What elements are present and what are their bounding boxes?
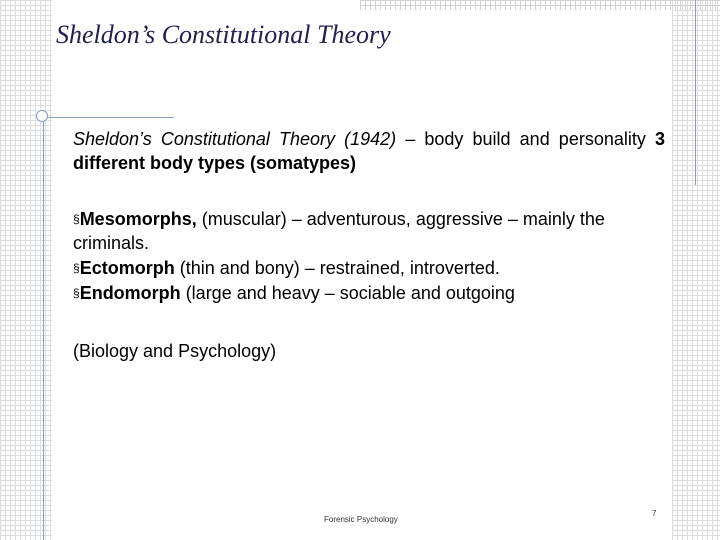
grid-pattern-right [672,0,720,540]
intro-paragraph [73,127,665,175]
bullet-desc: (large and heavy – sociable and outgoing [180,283,515,303]
bullet-desc: (thin and bony) – restrained, introverted. [174,258,500,278]
intro-lead-text: – body build and personality [396,129,655,149]
bullet-term: Endomorph [79,283,181,303]
bullet-mesomorph [73,207,665,255]
accent-circle [36,110,48,122]
bullet-term: Ectomorph [79,258,175,278]
bullet-desc: (muscular) – adventurous, aggressive – mainly the criminals. [73,209,605,253]
footer-text: Forensic Psychology [324,515,398,524]
intro-lead-italic: Sheldon’s Constitutional Theory (1942) [73,129,397,149]
grid-pattern-left [0,0,52,540]
accent-right-line [695,0,696,185]
bullet-marker: § [73,261,80,275]
bullet-endomorph [73,281,665,305]
bullet-term: Mesomorphs, [79,209,197,229]
slide-body [73,127,665,363]
note-text: (Biology and Psychology) [73,341,277,361]
page-number: 7 [652,509,657,518]
accent-vertical-line [43,110,44,540]
slide-title: Sheldon’s Constitutional Theory [56,20,391,49]
bullet-marker: § [73,212,80,226]
bullet-marker: § [73,286,80,300]
intro-lead-bold: 3 different body types (somatypes) [73,129,665,173]
accent-horizontal-line [36,117,174,118]
bullet-ectomorph [73,256,665,280]
bullet-list [73,207,665,305]
grid-pattern-top [360,0,720,10]
